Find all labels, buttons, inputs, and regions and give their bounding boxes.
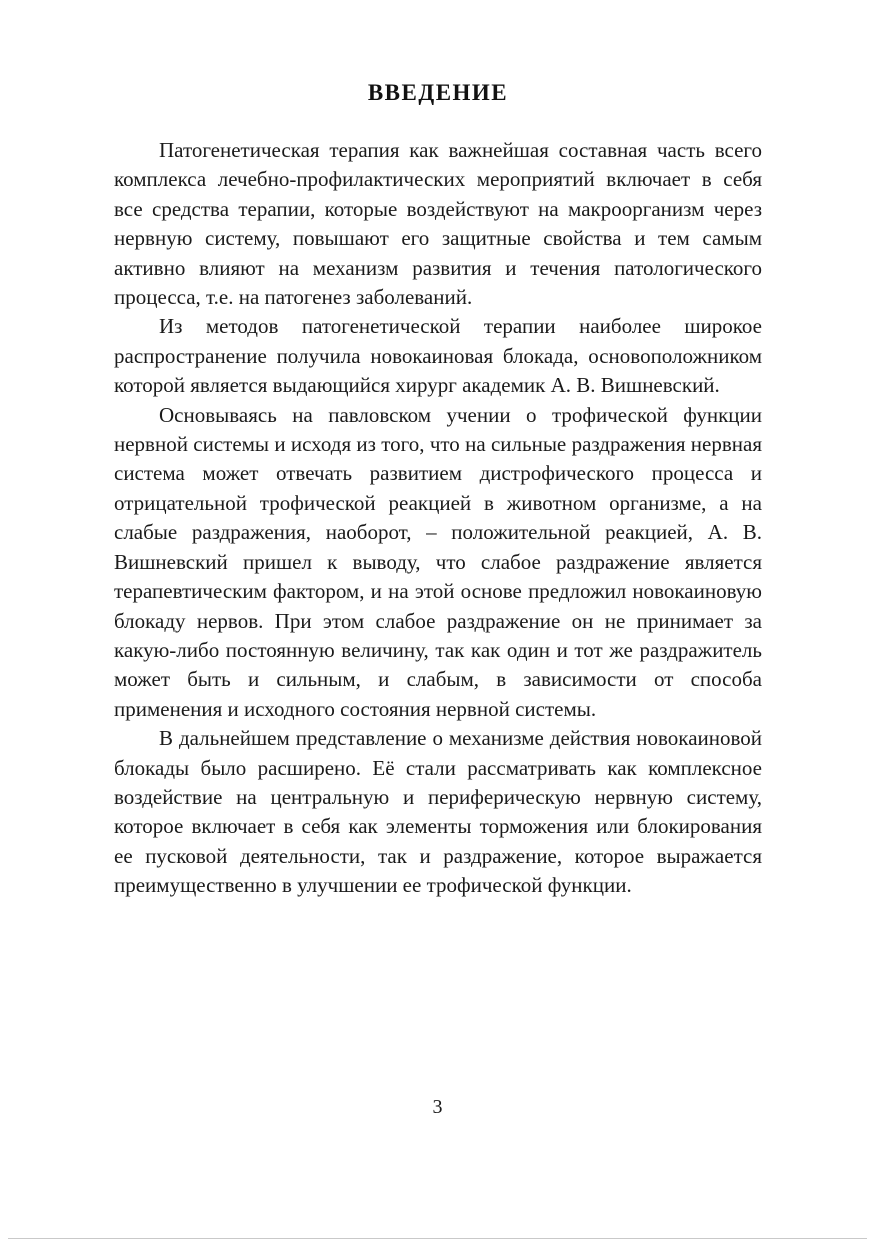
page-title: ВВЕДЕНИЕ [367,80,509,105]
page-number: 3 [432,1096,443,1118]
paragraph-3: Основываясь на павловском учении о трофической функции нервной системы и исходя из того, что на сильные раздражения нервная система может отвечать развитием дистрофического процесса и отрицательной трофической реакцией в животном организме, а на слабые раздражения, наоборот, – положительной реакцией, А. В. Вишневский пришел к выводу, что слабое раздражение является терапевтическим фактором, и на этой основе предложил новокаиновую блокаду нервов. При этом слабое раздражение он не принимает за какую-либо постоянную величину, так как один и тот же раздражитель может быть и сильным, и слабым, в зависимости от способа применения и исходного состояния нервной системы. [114,402,762,721]
paragraph-1: Патогенетическая терапия как важнейшая составная часть всего комплекса лечебно-профилактических мероприятий включает в себя все средства терапии, которые воздействуют на макроорганизм через нервную систему, повышают его защитные свойства и тем самым активно влияют на механизм развития и течения патологического процесса, т.е. на патогенез заболеваний. [114,138,762,310]
page-edge-line [8,1238,867,1239]
text-block [114,80,762,901]
paragraph-4: В дальнейшем представление о механизме действия новокаиновой блокады было расширено. Её стали рассматривать как комплексное воздействие на центральную и периферическую нервную систему, которое включает в себя как элементы торможения или блокирования ее пусковой деятельности, так и раздражение, которое выражается преимущественно в улучшении ее трофической функции. [114,726,762,898]
paragraph-2: Из методов патогенетической терапии наиболее широкое распространение получила новокаиновая блокада, основоположником которой является выдающийся хирург академик А. В. Вишневский. [114,314,762,398]
